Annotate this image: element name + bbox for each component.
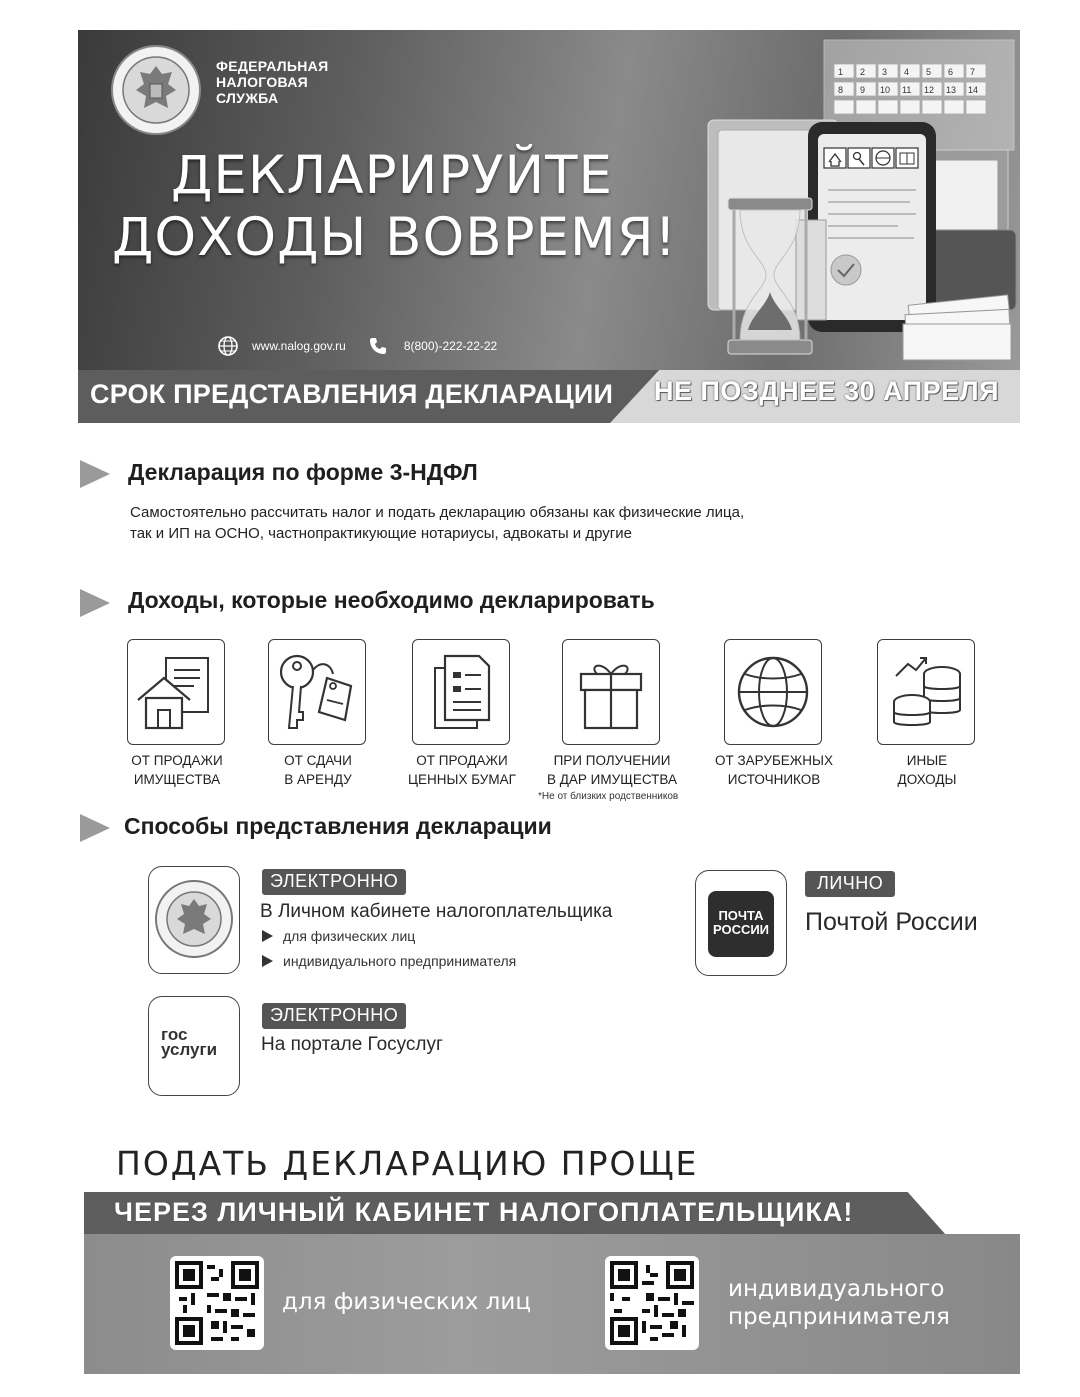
fns-emblem-icon [149,867,239,973]
org-line-1: ФЕДЕРАЛЬНАЯ [216,58,329,74]
section-title-methods: Способы представления декларации [124,813,552,839]
section-arrow-icon [80,589,110,617]
cal-num: 3 [882,67,888,77]
income-label-line: ИСТОЧНИКОВ [727,772,821,787]
hero-title-line-2: ДОХОДЫ ВОВРЕМЯ! [112,207,677,268]
gosuslugi-text: На портале Госуслуг [261,1034,443,1055]
gosuslugi-logo[interactable] [148,996,240,1096]
deadline-value: НЕ ПОЗДНЕЕ 30 АПРЕЛЯ [654,376,1000,406]
income-card-property [127,639,225,745]
deadline-band [78,370,1020,423]
income-label-line: ЦЕННЫХ БУМАГ [408,772,516,787]
gift-footnote: *Не от близких родственников [538,791,679,802]
triangle-bullet-icon [262,930,273,942]
pochta-logo-line-1: ПОЧТА [718,908,764,923]
hero-banner [78,30,1020,423]
income-label-securities [402,751,522,789]
cal-num: 8 [838,85,844,95]
qr-label-line-2: предпринимателя [728,1304,950,1330]
cal-num: 10 [880,85,891,95]
qr-code-icon [175,1261,259,1345]
section-description [130,502,744,544]
hero-title-line-1: ДЕКЛАРИРУЙТЕ [170,145,613,206]
income-card-rent [268,639,366,745]
hero-illustration [648,30,1020,370]
cal-num: 5 [926,67,932,77]
cal-num: 7 [970,67,976,77]
section-arrow-icon [80,814,110,842]
pochta-logo[interactable] [695,870,787,976]
hero-contacts [218,335,497,357]
documents-icon [413,640,508,743]
qr-label-entrepreneur [728,1275,950,1331]
income-label-line: ОТ ПРОДАЖИ [416,753,508,768]
phone-icon [368,336,388,356]
description-line-1: Самостоятельно рассчитать налог и подать декларацию обязаны как физические лица, [130,504,745,521]
sub-item-individuals[interactable] [262,928,415,944]
qr-code-individuals[interactable] [170,1256,264,1350]
income-label-line: ОТ СДАЧИ [284,753,352,768]
section-arrow-icon [80,460,110,488]
fns-cabinet-logo[interactable] [148,866,240,974]
org-line-2: НАЛОГОВАЯ [216,74,309,90]
income-label-other [877,751,977,789]
sub-item-label: для физических лиц [283,928,416,944]
income-label-gift [546,751,678,789]
income-label-line: В АРЕНДУ [284,772,352,787]
website-link[interactable]: www.nalog.gov.ru [252,339,346,353]
qr-code-entrepreneur[interactable] [605,1256,699,1350]
income-label-line: ДОХОДЫ [897,772,957,787]
sub-item-entrepreneur[interactable] [262,953,516,969]
gift-icon [563,640,658,743]
description-line-2: так и ИП на ОСНО, частнопрактикующие нотариусы, адвокаты и другие [130,525,632,542]
pochta-logo-line-2: РОССИИ [712,922,770,937]
electronic-tag: ЭЛЕКТРОННО [262,1003,406,1029]
fns-cabinet-text: В Личном кабинете налогоплательщика [260,901,613,922]
income-label-line: ИМУЩЕСТВА [133,772,221,787]
income-label-rent [268,751,368,789]
cal-num: 12 [924,85,935,95]
triangle-bullet-icon [262,955,273,967]
org-line-3: СЛУЖБА [216,90,279,106]
qr-label-line-1: индивидуального [728,1276,945,1302]
income-label-line: ИНЫЕ [906,753,948,768]
income-label-foreign [712,751,836,789]
section-title-incomes: Доходы, которые необходимо декларировать [128,587,655,613]
house-document-icon [128,640,223,743]
fns-emblem-icon [110,44,202,136]
cal-num: 13 [946,85,957,95]
coins-icon [878,640,973,743]
deadline-label: СРОК ПРЕДСТАВЛЕНИЯ ДЕКЛАРАЦИИ [90,379,614,409]
income-label-property [127,751,227,789]
keys-icon [269,640,364,743]
gosuslugi-logo-line-2: услуги [161,1040,218,1059]
section-title-3ndfl: Декларация по форме 3-НДФЛ [128,459,478,485]
hero-title [112,145,677,269]
income-label-line: ОТ ПРОДАЖИ [131,753,223,768]
income-card-other [877,639,975,745]
income-label-line: ОТ ЗАРУБЕЖНЫХ [715,753,833,768]
cal-num: 14 [968,85,979,95]
qr-label-individuals: для физических лиц [282,1289,531,1315]
globe-icon [725,640,820,743]
sub-item-label: индивидуального предпринимателя [283,953,517,969]
pochta-text: Почтой России [805,908,978,936]
personal-tag: ЛИЧНО [805,871,895,897]
bottom-band-text: ЧЕРЕЗ ЛИЧНЫЙ КАБИНЕТ НАЛОГОПЛАТЕЛЬЩИКА! [114,1197,854,1227]
income-card-securities [412,639,510,745]
cal-num: 4 [904,67,910,77]
cal-num: 1 [838,67,844,77]
cal-num: 9 [860,85,866,95]
income-label-line: В ДАР ИМУЩЕСТВА [547,772,677,787]
phone-number[interactable]: 8(800)-222-22-22 [403,339,498,353]
income-card-gift [562,639,660,745]
org-name [216,58,328,106]
gosuslugi-logo-line-1: гос [161,1025,188,1044]
cal-num: 11 [902,85,912,95]
cal-num: 6 [948,67,954,77]
qr-code-icon [610,1261,694,1345]
income-card-foreign [724,639,822,745]
cal-num: 2 [860,67,866,77]
globe-icon [218,336,238,356]
income-label-line: ПРИ ПОЛУЧЕНИИ [553,753,671,768]
electronic-tag: ЭЛЕКТРОННО [262,869,406,895]
bottom-title: ПОДАТЬ ДЕКЛАРАЦИЮ ПРОЩЕ [116,1144,699,1183]
